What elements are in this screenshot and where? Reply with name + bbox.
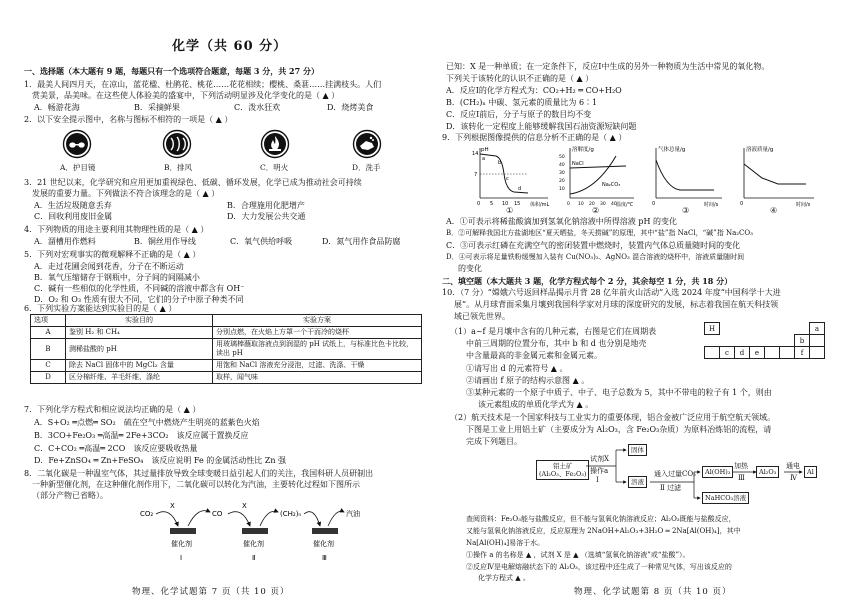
q4-opt-a: A．溜槽用作燃料 [34,237,96,246]
svg-text:30: 30 [559,171,565,176]
q7-opt-d: D．Fe+ZnSO₄ ═ Zn+FeSO₄ 该反应说明 Fe 的金属活动性比 Zn 强 [34,456,287,465]
table-cell: 取样，闻气味 [213,372,422,384]
svg-text:NaCl: NaCl [572,161,584,167]
svg-text:15: 15 [514,201,521,207]
svg-text:气体总量/g: 气体总量/g [658,147,686,153]
q5-opt-d: D．O₂ 和 O₃ 性质有很大不同，它们的分子中原子种类不同 [34,295,244,304]
q1-opt-b: B．采摘鲜果 [134,103,180,112]
q7-opt-a: A．S+O₂ ═点燃═ SO₂ 硫在空气中燃烧产生明亮的蓝紫色火焰 [34,418,260,427]
section1-heading: 一、选择题（本大题有 9 题，每题只有一个选项符合题意，每题 3 分，共 27 分） [24,66,319,76]
footer-left: 物理、化学试题第 7 页（共 10 页） [132,587,290,597]
flow-elec: 通电 [786,462,800,470]
table-cell: H [705,323,720,335]
q1-opt-a: A．畅游花海 [34,103,80,112]
q10-p2-l1: （2）航天技术是一个国家科技与工业实力的重要体现，铝合金被广泛应用于航空航天领域。 [450,413,776,422]
svg-text:a: a [482,156,486,162]
diagram-co: CO [212,510,223,518]
q2-stem: 2．以下安全提示图中，名称与图标不相符的一项是（ ▲ ） [24,115,233,124]
table-header-row [31,315,422,327]
q1-opt-c: C．泼水狂欢 [234,103,281,112]
svg-text:Na₂CO₃: Na₂CO₃ [602,182,621,188]
svg-text:10: 10 [559,187,565,192]
section2-heading: 二、填空题（本大题共 3 题，化学方程式每个 2 分，其余每空 1 分，共 18 分） [442,276,733,286]
q8-known: 已知：X 是一种单质；在一定条件下，反应Ⅰ中生成的另外一种物质为生活中常见的氧化物。 [446,62,770,71]
svg-text:10: 10 [578,202,584,207]
table-row [31,360,422,372]
q2-opt-a: A．护目镜 [60,163,96,172]
svg-text:0: 0 [567,202,570,207]
page-title: 化学（共 60 分） [172,39,288,54]
diagram-ch2n: (CH₂)ₙ [280,510,302,518]
q5-opt-a: A．走过花圃会闻到花香，分子在不断运动 [34,262,184,271]
table-cell: a [810,323,825,335]
svg-text:溶液质量/g: 溶液质量/g [746,147,774,153]
q1-line2: 赏美景，品美味。在这些使人体验美的盛宴中，下列活动明显涉及化学变化的是（ ▲ ） [32,91,340,100]
q8-line1: 8．二氧化碳是一种温室气体，其过量排放导致全球变暖日益引起人们的关注，我国科研人员研制出 [24,469,374,478]
q2-opt-b: B．排风 [164,163,193,172]
graph-solubility [556,144,642,210]
svg-text:7: 7 [474,172,478,178]
svg-text:0: 0 [652,201,656,207]
q2-opt-d: D．洗手 [352,163,381,172]
table-cell: 测稀盐酸的 pH [66,339,213,360]
diagram-co2: CO₂ [140,510,154,518]
q4-opt-c: C．氧气供给呼吸 [230,237,293,246]
q3-opt-c: C．回收利用废旧金属 [34,212,113,221]
svg-text:20: 20 [559,179,565,184]
periodic-table-fragment [704,322,825,359]
q10-p1-i3b: 该元素组成的单质化学式为 ▲ 。 [478,400,594,409]
svg-text:b: b [498,160,502,166]
flow-nahco3-box: NaHCO₃溶液 [702,492,749,504]
table-row [31,327,422,339]
table-cell: 用饱和 NaCl 溶液充分浸泡，过滤、洗涤、干燥 [213,360,422,372]
svg-text:时间/s: 时间/s [796,202,811,208]
catalyst-bar-1 [170,528,196,534]
q10-info1: 查阅资料：Fe₂O₃能与盐酸反应，但不能与氢氧化钠溶液反应；Al₂O₃既能与盐酸反应， [466,515,736,523]
flow-al-box: Al [804,466,817,478]
co2-conversion-diagram [140,500,370,580]
footer-right: 物理、化学试题第 8 页（共 10 页） [574,587,732,597]
svg-text:30: 30 [600,202,606,207]
catalyst-label-2: 催化剂 [243,540,264,548]
table-cell: B [31,339,66,360]
catalyst-label-3: 催化剂 [313,540,334,548]
flow-co2: 通入过量CO₂ [654,470,696,478]
q6-stem: 6．下列实验方案能达到实验目的是（ ▲ ） [24,304,177,313]
flow-ore-box: 铝土矿 (Al₂O₃、Fe₂O₃) [536,460,589,480]
q3-opt-d: D．大力发展公共交通 [227,212,306,221]
q10-p2-i2: ②反应Ⅳ是电解熔融状态下的 Al₂O₃，该过程中还生成了一种常见气体，写出该反应的 [466,563,732,571]
q8-opt-b: B．(CH₂)ₙ 中碳、氢元素的质量比为 6∶1 [446,98,598,107]
q9-opt-d: D．④可表示将足量铁粉缓慢加入装有 Cu(NO₃)₂、AgNO₃ 混合溶液的烧杯中，溶液质量随时间 [446,253,745,261]
table-cell: C [31,360,66,372]
table-row [705,335,825,347]
left-page [22,0,427,608]
svg-text:d: d [518,186,522,192]
stage-label-3: Ⅲ [322,554,327,562]
q5-opt-c: C．碱有一些相似的化学性质，不同碱的溶液中都含有 OH⁻ [34,284,245,293]
table-cell: 分别点燃，在火焰上方罩一个干而冷的烧杯 [213,327,422,339]
graph-num-4: ④ [770,206,778,215]
graph-solution-mass [734,144,824,210]
q10-p1-l2: 中前三周期的位置分布，其中 b 和 d 也分别是地壳 [466,339,647,348]
flow-aloh-box: Al(OH)₃ [702,466,733,478]
svg-text:c: c [506,176,509,182]
table-cell: D [31,372,66,384]
graph-num-1: ① [506,206,514,215]
flow-roman-4: Ⅳ [790,474,797,482]
q10-p1-i3: ③某种元素的一个原子中质子、中子、电子总数为 5，其中不带电的粒子有 1 个，则由 [466,388,772,397]
q10-p2-l2: 下图是工业上用铝土矿（主要成分为 Al₂O₃，含 Fe₂O₃杂质）为原料冶炼铝的流程，请 [466,425,772,434]
q10-info2: 又能与氢氧化钠溶液反应，反应原理为 2NaOH+Al₂O₃+3H₂O ═ 2Na[Al(OH)₄]，其中 [466,527,741,535]
svg-text:5: 5 [490,201,494,207]
q8-line2: 一种新型催化剂，在这种催化剂作用下，二氧化碳可以转化为汽油，主要转化过程如下图所示 [32,480,360,489]
catalyst-bar-2 [242,528,268,534]
goggles-icon [62,129,92,159]
q3-opt-b: B．合理施用化肥增产 [227,201,305,210]
q8-opt-c: C．反应Ⅰ前后，分子与原子的数目均不变 [446,110,592,119]
svg-text:0: 0 [477,201,481,207]
q8-opt-a: A．反应Ⅰ的化学方程式为：CO₂+H₂ ═ CO+H₂O [446,86,622,95]
catalyst-bar-3 [312,528,338,534]
q9-opt-a: A．①可表示将稀盐酸滴加到氢氧化钠溶液中所得溶液 pH 的变化 [446,217,677,226]
q1-opt-d: D．烧烤美食 [327,103,374,112]
table-header: 实验目的 [66,315,213,327]
diagram-x: X [170,502,175,510]
q7-opt-c: C．C+CO₂ ═高温═ 2CO 该反应要吸收热量 [34,444,198,453]
q10-line3: 域已领先世界。 [454,312,510,321]
flow-op1-roman: Ⅰ [596,476,599,484]
table-cell: 除去 NaCl 固体中的 MgCl₂ 含量 [66,360,213,372]
svg-text:40: 40 [559,163,565,168]
open-flame-icon [260,129,290,159]
q8-opt-d: D．该转化一定程度上能够缓解我国石油资源短缺问题 [446,122,637,131]
catalyst-label-1: 催化剂 [171,540,192,548]
q7-opt-b: B．3CO+Fe₂O₃ ═高温═ 2Fe+3CO₂ 该反应属于置换反应 [34,431,249,440]
flow-roman-3: Ⅲ [738,474,745,482]
svg-text:40: 40 [611,202,617,207]
q8-line3: （部分产物已省略）。 [32,491,108,500]
stage-label-1: Ⅰ [180,554,183,562]
table-header: 选项 [31,315,66,327]
flow-solid-box: 固体 [628,444,647,456]
svg-text:溶解度/g: 溶解度/g [572,147,594,153]
q3-line2: 发展的重要力量。下列做法不符合该理念的是（ ▲ ） [32,189,220,198]
q10-info3: Na[Al(OH)₄]易溶于水。 [466,539,545,547]
q1-line1: 1．最美人间四月天，在凉山，蓝花楹、杜鹃花、桃花……花花相续；樱桃、桑葚……挂满枝头。人们 [24,80,382,89]
hand-wash-icon [352,129,382,159]
q3-line1: 3．21 世纪以来，化学研究和应用更加重视绿色、低碳、循环发展，化学已成为推动社会可持续 [24,178,362,187]
flow-op2: Ⅱ 过滤 [660,484,681,492]
flow-op1: 操作a [590,467,609,475]
table-cell: f [795,347,810,359]
q10-line1: 10．（7 分）“嫦娥六号返回样品揭示月背 28 亿年前火山活动”入选 2024 年度“中国科学十大进 [442,288,781,297]
table-cell: b [795,335,810,347]
q4-stem: 4．下列物质的用途主要利用其物理性质的是（ ▲ ） [24,225,209,234]
flow-solution-box: 溶液 [628,476,647,488]
table-row [705,323,825,335]
q10-p2-i2b: 化学方程式 ▲ 。 [478,574,530,582]
right-page [442,0,847,608]
svg-text:体积/mL: 体积/mL [530,202,550,208]
exhaust-fan-icon [162,129,192,159]
stage-label-2: Ⅱ [252,554,256,562]
flow-heat: 加热 [734,462,748,470]
q5-stem: 5．下列对宏观事实的微观解释不正确的是（ ▲ ） [24,250,201,259]
q7-stem: 7．下列化学方程式和相应说法均正确的是（ ▲ ） [24,405,201,414]
svg-text:10: 10 [502,201,509,207]
svg-text:温度/℃: 温度/℃ [616,202,634,208]
flow-arrows [586,442,816,512]
svg-text:时间/s: 时间/s [704,202,719,208]
graph-gas-total [646,144,730,210]
svg-text:0: 0 [740,201,744,207]
table-row [31,372,422,384]
graph-num-2: ② [592,206,600,215]
q9-opt-d-cont: 的变化 [458,264,482,273]
svg-text:20: 20 [589,202,595,207]
q10-p2-i1: ①操作 a 的名称是 ▲ ，试剂 X 是 ▲ （选填“氢氧化钠溶液”或“盐酸”）。 [466,551,690,559]
table-header: 实验方案 [213,315,422,327]
q2-opt-c: C．明火 [260,163,289,172]
diagram-x2: X [242,502,247,510]
q3-opt-a: A．生活垃圾随意丢弃 [34,201,112,210]
q10-p1-i2: ②请画出 f 原子的结构示意图 ▲ 。 [466,376,590,385]
q10-p1-l3: 中含量最高的非金属元素和金属元素。 [466,351,602,360]
q9-opt-b: B．②可解释我国北方盐湖地区“夏天晒盐，冬天捞碱”的原理，其中“盐”指 NaCl，“碱”指 Na₂CO₃ [446,229,753,237]
q10-p1-i1: ①请写出 d 的元素符号 ▲ 。 [466,364,568,373]
q4-opt-d: D．氮气用作食品防腐 [322,237,401,246]
table-cell: 鉴别 H₂ 和 CH₄ [66,327,213,339]
graph-num-3: ③ [682,206,690,215]
svg-text:50: 50 [559,155,565,160]
table-row [31,339,422,360]
q6-table [30,314,422,384]
table-row [705,347,825,359]
flow-al2o3-box: Al₂O₃ [756,466,779,478]
svg-text:14: 14 [472,151,479,157]
table-cell: 用玻璃棒蘸取溶液点到润湿的 pH 试纸上，与标准比色卡比较，读出 pH [213,339,422,360]
table-cell: c [720,347,735,359]
q8-ask: 下列关于该转化的认识不正确的是（ ▲ ） [446,74,594,83]
q5-opt-b: B．氧气压缩储存于钢瓶中，分子间的间隔减小 [34,273,200,282]
table-cell: d [735,347,750,359]
q10-p2-l3: 完成下列题目。 [466,437,522,446]
table-cell: A [31,327,66,339]
q4-opt-b: B．铜丝用作导线 [134,237,196,246]
q9-opt-c: C．③可表示红磷在充满空气的密闭装置中燃烧时，装置内气体总质量随时间的变化 [446,241,741,250]
graph-ph [468,144,556,210]
flow-acid: 试剂X [590,455,609,463]
q10-p1-l1: （1）a~f 是月壤中含有的几种元素，右图是它们在周期表 [450,327,657,336]
table-cell: e [750,347,765,359]
svg-text:pH: pH [481,147,489,153]
q9-stem: 9．下列根据图像提供的信息分析不正确的是（ ▲ ） [442,133,627,142]
table-cell: 区分棉纤维、羊毛纤维、涤纶 [66,372,213,384]
q10-line2: 展”。从月球背面采集月壤到我国科学家对月球的深度研究的发展，标志着我国在航天科技领 [454,300,779,309]
diagram-gasoline: 汽油 [346,510,360,518]
